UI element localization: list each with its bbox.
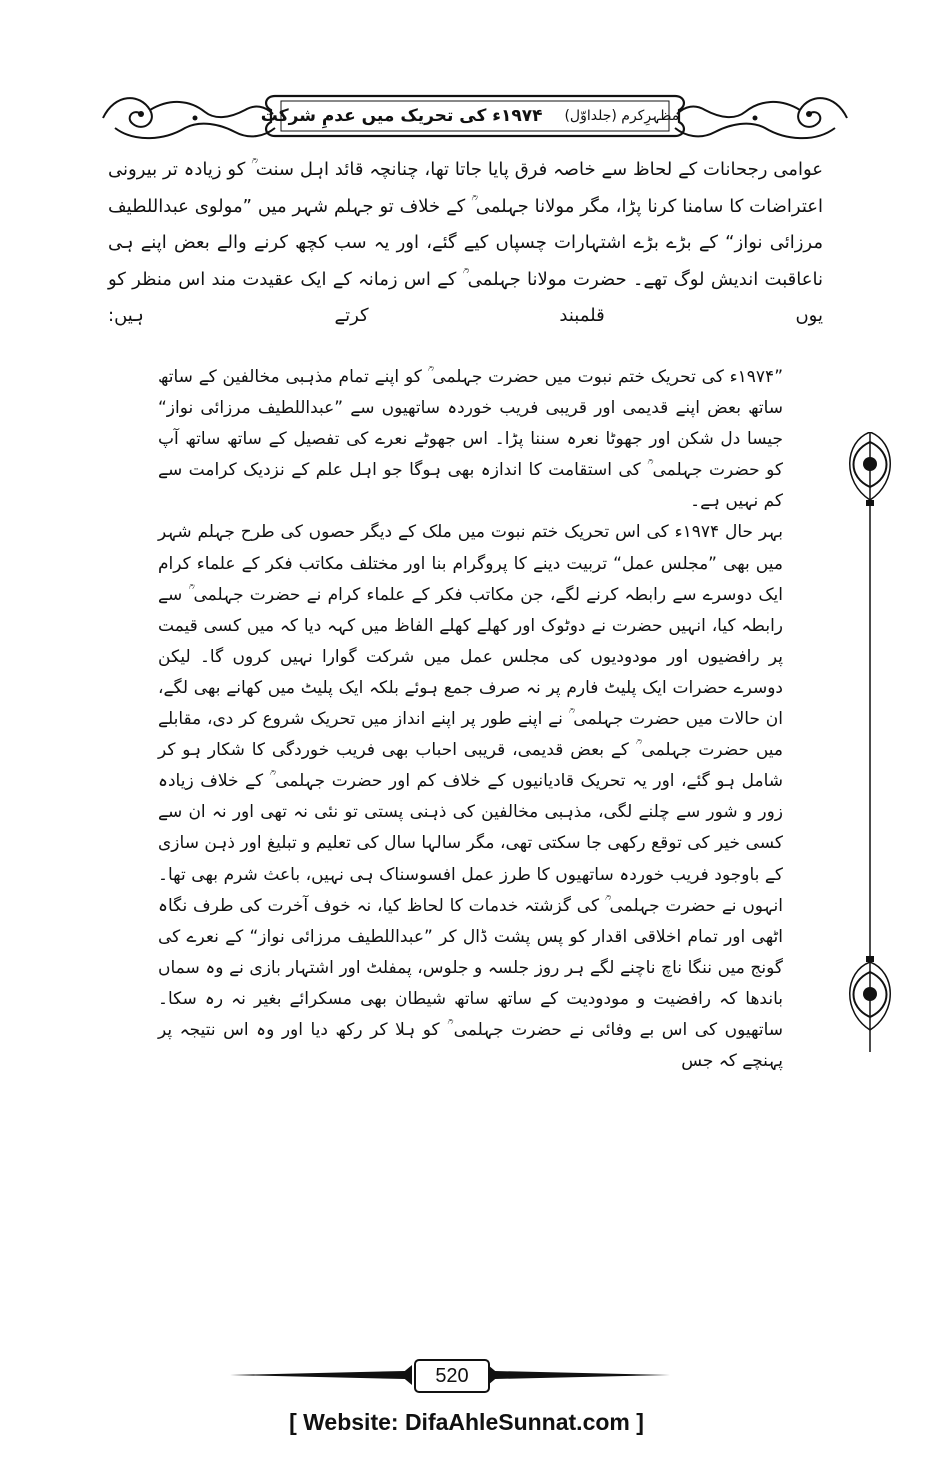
page-number-area <box>150 1355 750 1395</box>
book-title: مظہرِکرم (جلداوّل) <box>564 108 680 124</box>
quote-paragraph-1: ”۱۹۷۴ء کی تحریک ختم نبوت میں حضرت جہلمی ؒ کو اپنے تمام مذہبی مخالفین کے ساتھ ساتھ بعض اپنے قدیمی اور قریبی فریب خوردہ ساتھیوں سے ”عبداللطیف مرزائی نواز“ جیسا دل شکن اور جھوٹا نعرہ سننا پڑا۔ اس جھوٹے نعرے کی تفصیل کے ساتھ ساتھ آپ کو حضرت جہلمی ؒ کی استقامت کا اندازہ بھی ہوگا جو اہل علم کے نزدیک کرامت سے کم نہیں ہے۔ <box>158 367 783 512</box>
website-footer: [ Website: DifaAhleSunnat.com ] <box>289 1409 644 1435</box>
side-ornament <box>840 432 900 1052</box>
header-title-box <box>260 98 680 134</box>
chapter-title: ۱۹۷۴ء کی تحریک میں عدمِ شرکت <box>260 106 543 126</box>
page-number: 520 <box>414 1359 490 1393</box>
page-header <box>95 88 855 150</box>
quoted-passage <box>158 362 783 1077</box>
lead-paragraph <box>108 152 823 335</box>
quote-paragraph-2: بہر حال ۱۹۷۴ء کی اس تحریک ختم نبوت میں ملک کے دیگر حصوں کی طرح جہلم شہر میں بھی ”مجلس عمل“ تربیت دینے کا پروگرام بنا اور مختلف مکاتب فکر کے علماء کرام ایک دوسرے سے رابطہ کرنے لگے، جن مکاتب فکر کے علماء کرام نے حضرت جہلمی ؒ سے رابطہ کیا، انہیں حضرت نے دوٹوک اور کھلے کھلے الفاظ میں کہہ دیا کہ میں کسی قیمت پر رافضیوں اور مودودیوں کی مجلس عمل میں شرکت گوارا نہیں کروں گا۔ لیکن دوسرے حضرات ایک پلیٹ فارم پر نہ صرف جمع ہوئے بلکہ ایک پلیٹ میں کھانے بھی لگے، ان حالات میں حضرت جہلمی ؒ نے اپنے طور پر اپنے انداز میں تحریک شروع کر دی، مقابلے میں حضرت جہلمی ؒ کے بعض قدیمی، قریبی احباب بھی فریب خوردگی کا شکار ہو کر شامل ہو گئے، اور یہ تحریک قادیانیوں کے خلاف کم اور حضرت جہلمی ؒ کے خلاف زیادہ زور و شور سے چلنے لگی، مذہبی مخالفین کی ذہنی پستی تو نئی نہ تھی اور نہ ان سے کسی خیر کی توقع رکھی جا سکتی تھی، مگر سالہا سال کی تعلیم و تبلیغ اور ذہن سازی کے باوجود فریب خوردہ ساتھیوں کا طرز عمل افسوسناک ہی نہیں، باعث شرم بھی تھا۔ انہوں نے حضرت جہلمی ؒ کی گزشتہ خدمات کا لحاظ کیا، نہ خوف آخرت کی طرف نگاہ اٹھی اور تمام اخلاقی اقدار کو پس پشت ڈال کر ”عبداللطیف مرزائی نواز“ کے نعرے کی گونج میں ننگا ناچ ناچنے لگے ہر روز جلسہ و جلوس، پمفلٹ اور اشتہار بازی نے وہ سماں باندھا کہ رافضیت و مودودیت کے ساتھ ساتھ شیطان بھی مسکرائے بغیر نہ رہ سکا۔ ساتھیوں کی اس بے وفائی نے حضرت جہلمی ؒ کو ہلا کر رکھ دیا اور وہ اس نتیجہ پر پہنچے کہ جس <box>158 522 783 1072</box>
lead-text: عوامی رجحانات کے لحاظ سے خاصہ فرق پایا جاتا تھا، چنانچہ قائد اہل سنت ؒ کو زیادہ تر بیرونی اعتراضات کا سامنا کرنا پڑا، مگر مولانا جہلمی ؒ کے خلاف تو جہلم شہر میں ”مولوی عبداللطیف مرزائی نواز“ کے بڑے بڑے اشتہارات چسپاں کیے گئے، اور یہ سب کچھ کرنے والے بعض اپنے ہی ناعاقبت اندیش لوگ تھے۔ حضرت مولانا جہلمی ؒ کے اس زمانہ کے ایک عقیدت مند اس منظر کو یوں قلمبند کرتے ہیں: <box>108 159 823 326</box>
